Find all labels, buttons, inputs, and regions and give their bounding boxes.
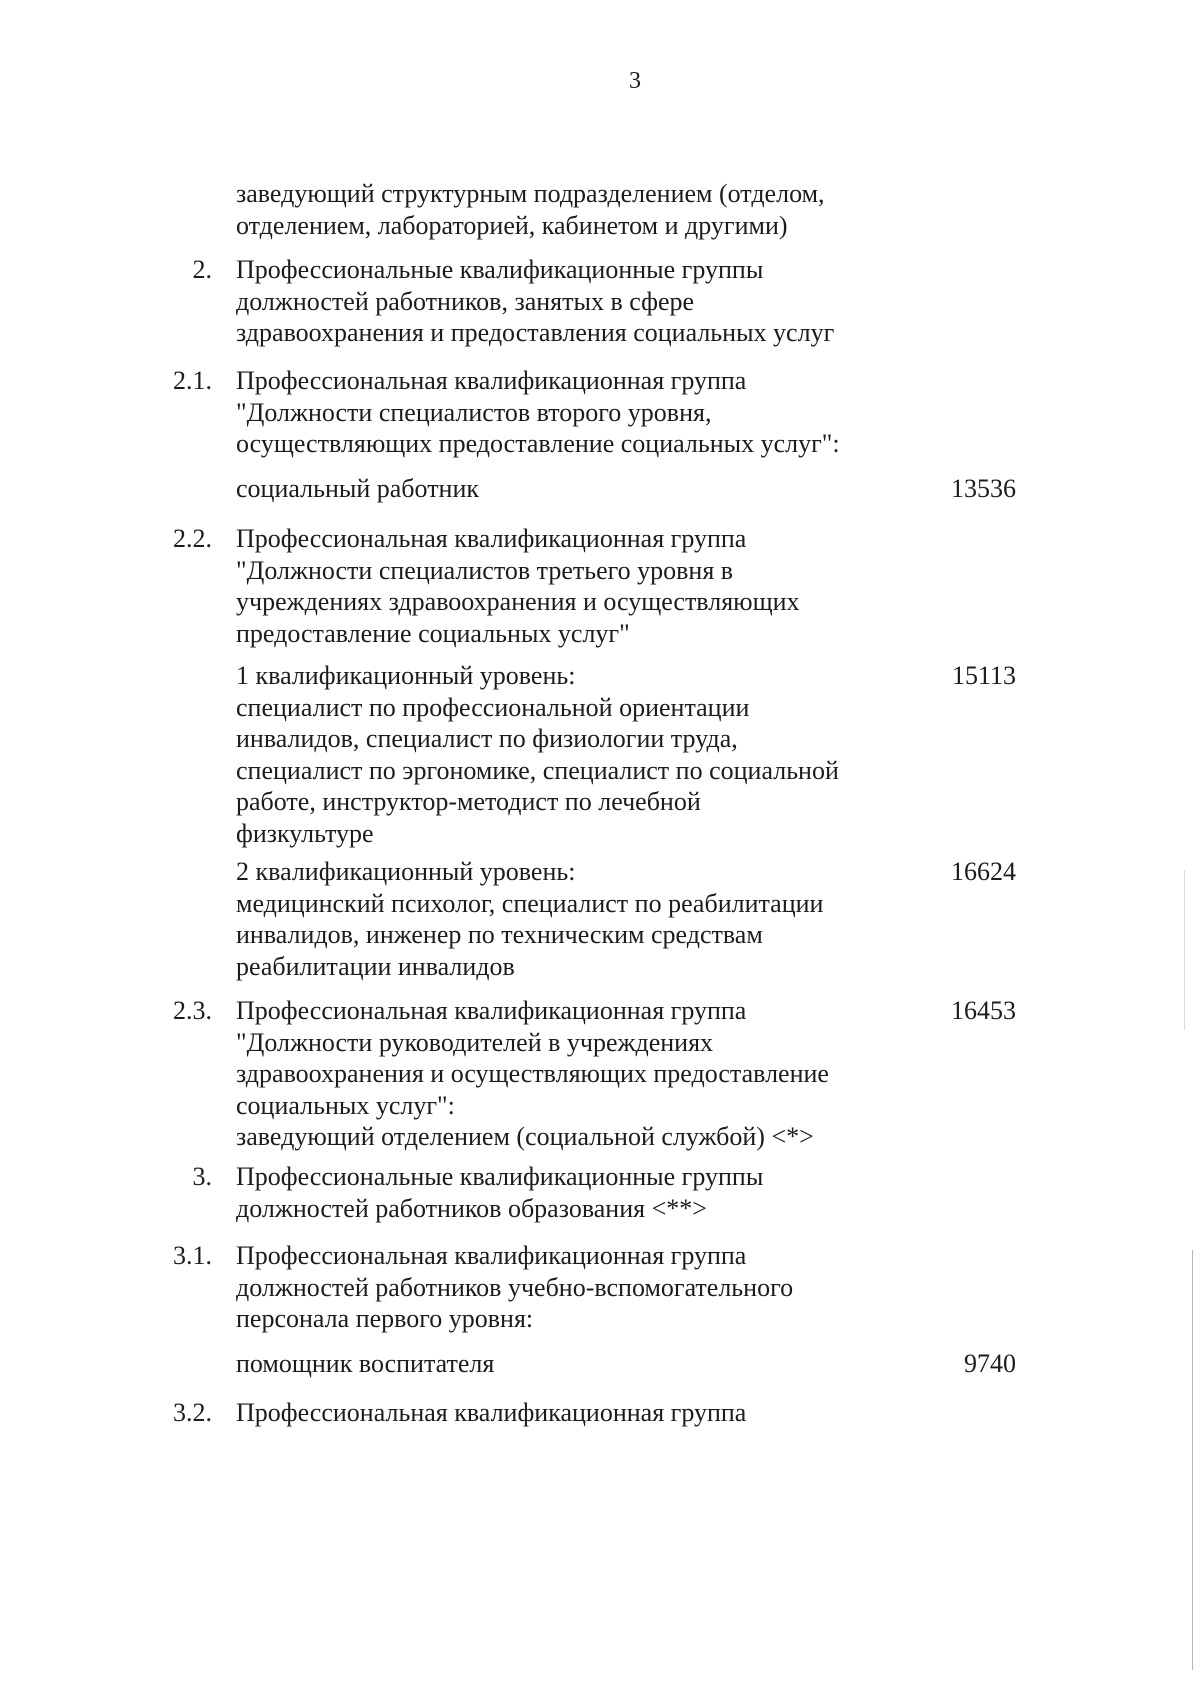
item-number: 2.1. [173, 366, 212, 395]
item-text-line: отделением, лабораторией, кабинетом и другими) [236, 210, 788, 240]
item-text-line: предоставление социальных услуг" [236, 618, 630, 648]
item-text [236, 365, 840, 460]
salary-value: 9740 [964, 1349, 1016, 1378]
item-text-line: Профессиональная квалификационная группа [236, 1398, 747, 1427]
item-number: 3.2. [173, 1398, 212, 1427]
page-number: 3 [629, 68, 641, 94]
item-text-line: специалист по эргономике, специалист по социальной [236, 755, 839, 785]
item-text-line: должностей работников, занятых в сфере [236, 286, 695, 316]
item-text-line: Профессиональные квалификационные группы [236, 1162, 764, 1191]
salary-value: 16624 [951, 857, 1016, 886]
item-text-line: должностей работников учебно-вспомогательного [236, 1272, 794, 1302]
item-text-line: учреждениях здравоохранения и осуществляющих [236, 587, 800, 616]
item-number: 2.3. [173, 996, 212, 1025]
item-text [236, 660, 839, 849]
item-text-line: Профессиональная квалификационная группа [236, 996, 747, 1025]
item-text [236, 1397, 746, 1429]
item-text-line: Профессиональная квалификационная группа [236, 524, 747, 553]
item-text-line: Профессиональная квалификационная группа [236, 1241, 747, 1270]
item-text-line: реабилитации инвалидов [236, 951, 515, 981]
salary-value: 15113 [951, 661, 1016, 690]
item-text-line: специалист по профессиональной ориентации [236, 692, 750, 722]
item-text-line: осуществляющих предоставление социальных услуг": [236, 429, 840, 458]
item-text-line: персонала первого уровня: [236, 1304, 534, 1333]
item-number: 2.2. [173, 524, 212, 553]
item-text [236, 254, 834, 349]
item-text-line: "Должности руководителей в учреждениях [236, 1027, 714, 1057]
item-text [236, 523, 800, 649]
item-text-line: 1 квалификационный уровень: [236, 661, 576, 690]
item-text-line: помощник воспитателя [236, 1349, 495, 1378]
item-number: 2. [192, 255, 212, 284]
item-text-line: "Должности специалистов третьего уровня в [236, 555, 734, 585]
scan-edge-line-faint [1184, 870, 1185, 1030]
item-text-line: заведующий структурным подразделением (отделом, [236, 179, 825, 208]
item-number: 3. [192, 1162, 212, 1191]
item-text-line: работе, инструктор-методист по лечебной [236, 787, 701, 816]
item-text-line: должностей работников образования <**> [236, 1193, 707, 1223]
item-text [236, 1348, 494, 1380]
item-text-line: медицинский психолог, специалист по реабилитации [236, 888, 824, 918]
item-number: 3.1. [173, 1241, 212, 1270]
item-text-line: социальных услуг": [236, 1090, 455, 1120]
item-text-line: инвалидов, инженер по техническим средствам [236, 920, 763, 949]
item-text [236, 1240, 793, 1335]
item-text [236, 178, 825, 241]
salary-value: 13536 [951, 474, 1016, 503]
item-text [236, 856, 823, 982]
item-text-line: физкультуре [236, 818, 374, 848]
item-text-line: здравоохранения и осуществляющих предоставление [236, 1059, 829, 1088]
item-text [236, 473, 479, 505]
salary-value: 16453 [951, 996, 1016, 1025]
item-text-line: инвалидов, специалист по физиологии труда, [236, 724, 738, 753]
item-text-line: здравоохранения и предоставления социальных услуг [236, 318, 835, 347]
item-text-line: Профессиональные квалификационные группы [236, 255, 764, 284]
item-text-line: "Должности специалистов второго уровня, [236, 397, 712, 427]
item-text-line: Профессиональная квалификационная группа [236, 366, 747, 395]
item-text-line: социальный работник [236, 474, 480, 503]
item-text-line: заведующий отделением (социальной службой) <*> [236, 1122, 814, 1151]
item-text [236, 995, 829, 1153]
item-text [236, 1161, 763, 1224]
item-text-line: 2 квалификационный уровень: [236, 857, 576, 886]
scan-edge-line [1192, 1250, 1193, 1670]
